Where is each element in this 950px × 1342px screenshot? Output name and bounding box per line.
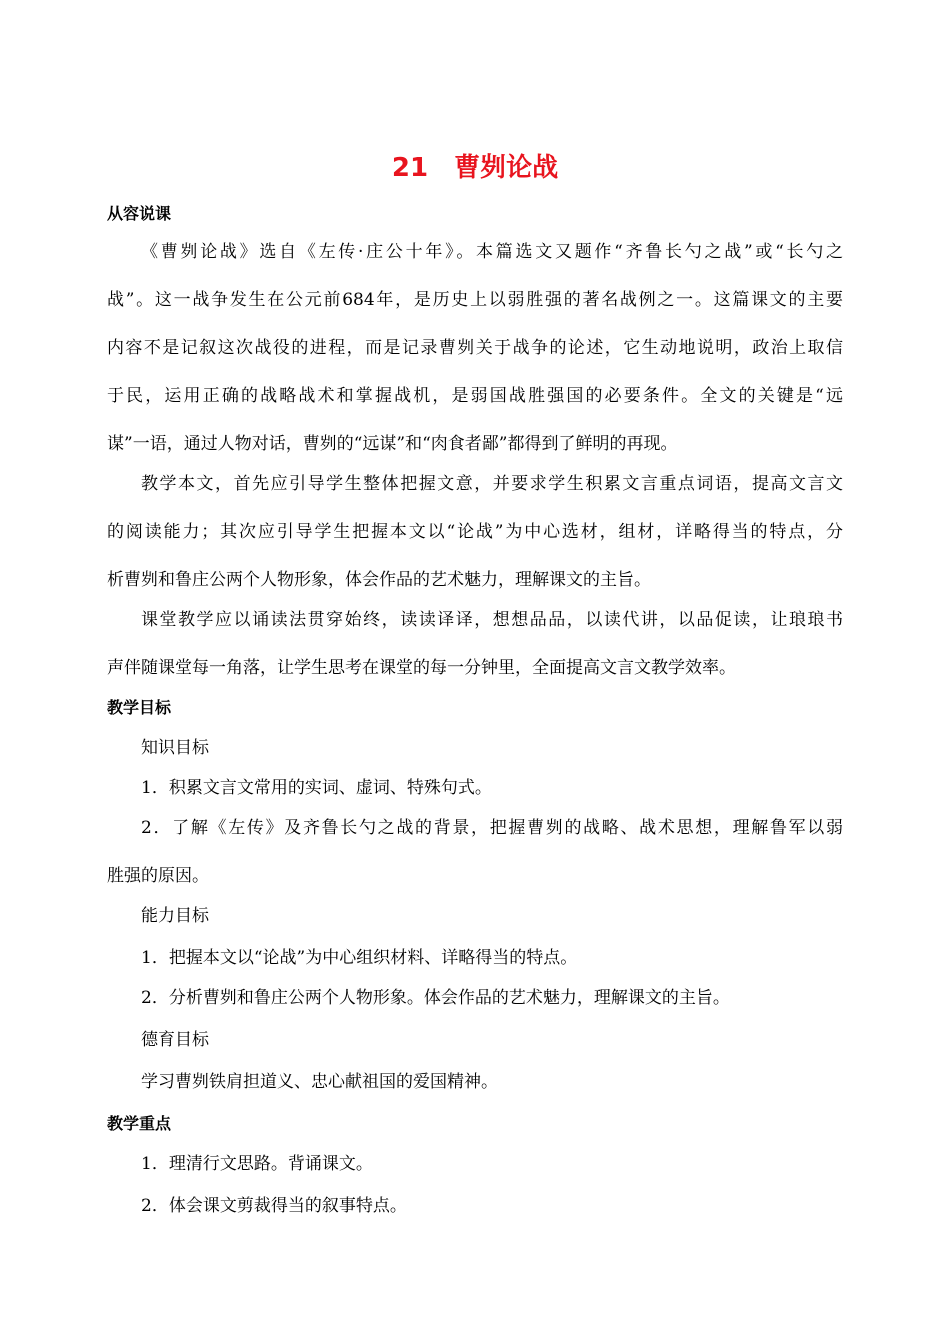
paragraph-line: 课堂教学应以诵读法贯穿始终，读读译译，想想品品，以读代讲，以品促读，让琅琅书 bbox=[141, 610, 843, 630]
list-item: 2．分析曹刿和鲁庄公两个人物形象。体会作品的艺术魅力，理解课文的主旨。 bbox=[141, 988, 730, 1008]
paragraph-line: 《曹刿论战》选自《左传·庄公十年》。本篇选文又题作“齐鲁长勺之战”或“长勺之 bbox=[141, 242, 843, 262]
paragraph-line: 内容不是记叙这次战役的进程，而是记录曹刿关于战争的论述，它生动地说明，政治上取信 bbox=[107, 338, 843, 358]
page-title: 21 曹刿论战 bbox=[391, 153, 559, 183]
paragraph-line: 于民，运用正确的战略战术和掌握战机，是弱国战胜强国的必要条件。全文的关键是“远 bbox=[107, 386, 843, 406]
paragraph-line: 的阅读能力；其次应引导学生把握本文以“论战”为中心选材，组材，详略得当的特点，分 bbox=[107, 522, 843, 542]
list-item: 2．了解《左传》及齐鲁长勺之战的背景，把握曹刿的战略、战术思想，理解鲁军以弱 bbox=[141, 818, 843, 838]
subheading-knowledge-goals: 知识目标 bbox=[141, 738, 209, 758]
section-heading-teaching-focus: 教学重点 bbox=[107, 1114, 172, 1133]
list-item: 1．把握本文以“论战”为中心组织材料、详略得当的特点。 bbox=[141, 948, 578, 968]
paragraph-line: 声伴随课堂每一角落，让学生思考在课堂的每一分钟里，全面提高文言文教学效率。 bbox=[107, 658, 736, 678]
paragraph-line: 教学本文，首先应引导学生整体把握文意，并要求学生积累文言重点词语，提高文言文 bbox=[141, 474, 843, 494]
paragraph-line: 谋”一语，通过人物对话，曹刿的“远谋”和“肉食者鄙”都得到了鲜明的再现。 bbox=[107, 434, 678, 454]
paragraph-line: 战”。这一战争发生在公元前684年，是历史上以弱胜强的著名战例之一。这篇课文的主要 bbox=[107, 290, 843, 310]
list-item: 学习曹刿铁肩担道义、忠心献祖国的爱国精神。 bbox=[141, 1072, 498, 1092]
section-heading-teaching-goals: 教学目标 bbox=[107, 698, 172, 717]
list-item-continuation: 胜强的原因。 bbox=[107, 866, 209, 886]
subheading-ability-goals: 能力目标 bbox=[141, 906, 209, 926]
list-item: 2．体会课文剪裁得当的叙事特点。 bbox=[141, 1196, 407, 1216]
list-item: 1．理清行文思路。背诵课文。 bbox=[141, 1154, 373, 1174]
subheading-moral-goals: 德育目标 bbox=[141, 1030, 209, 1050]
list-item: 1．积累文言文常用的实词、虚词、特殊句式。 bbox=[141, 778, 492, 798]
section-heading-teaching-notes: 从容说课 bbox=[107, 204, 172, 223]
paragraph-line: 析曹刿和鲁庄公两个人物形象，体会作品的艺术魅力，理解课文的主旨。 bbox=[107, 570, 651, 590]
